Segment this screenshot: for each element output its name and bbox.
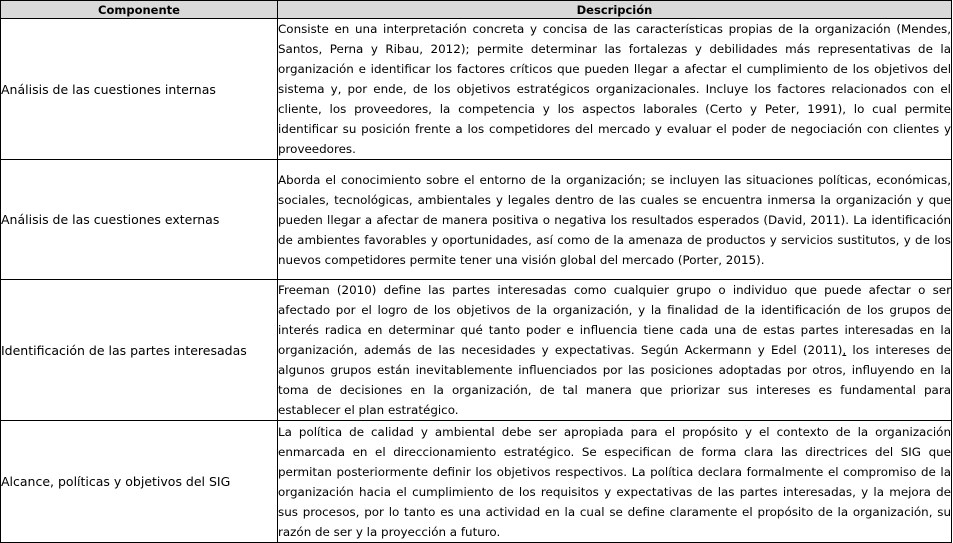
table-row bbox=[1, 280, 952, 421]
table-row bbox=[1, 19, 952, 160]
description-text: los intereses de algunos grupos están inevitablemente influenciados por las posiciones adoptadas por otros, influyendo en la toma de decisiones en la organización, de tal manera que priorizar sus intereses es fundamental para establecer el plan estratégico. bbox=[278, 343, 951, 417]
description-text: Freeman (2010) define las partes interesadas como cualquier grupo o individuo que puede afectar o ser afectado por el logro de los objetivos de la organización, y la finalidad de la identificación de los grupos de interés radica en determinar qué tanto poder e influencia tiene cada una de estas partes interesadas en la organización, además de las necesidades y expectativas. Según Ackermann y Edel (2011) bbox=[278, 283, 951, 357]
description-cell: Consiste en una interpretación concreta y concisa de las características propias de la organización (Mendes, Santos, Perna y Ribau, 2012); permite determinar las fortalezas y debilidades más representativas de la organización e identificar los factores críticos que pueden llegar a afectar el cumplimiento de los objetivos del sistema y, por ende, de los objetivos estratégicos organizacionales. Incluye los factores relacionados con el cliente, los proveedores, la competencia y los aspectos laborales (Certo y Peter, 1991), lo cual permite identificar su posición frente a los competidores del mercado y evaluar el poder de negociación con clientes y proveedores. bbox=[278, 19, 952, 160]
component-cell: Alcance, políticas y objetivos del SIG bbox=[1, 421, 278, 543]
component-cell: Análisis de las cuestiones internas bbox=[1, 19, 278, 160]
header-row bbox=[1, 1, 952, 19]
table-row bbox=[1, 421, 952, 543]
table-row bbox=[1, 160, 952, 280]
description-cell: Aborda el conocimiento sobre el entorno de la organización; se incluyen las situaciones políticas, económicas, sociales, tecnológicas, ambientales y legales dentro de las cuales se encuentra inmersa la organización y que pueden llegar a afectar de manera positiva o negativa los resultados esperados (David, 2011). La identificación de ambientes favorables y oportunidades, así como de la amenaza de productos y servicios sustitutos, y de los nuevos competidores permite tener una visión global del mercado (Porter, 2015). bbox=[278, 160, 952, 280]
component-cell: Identificación de las partes interesadas bbox=[1, 280, 278, 421]
description-cell: La política de calidad y ambiental debe ser apropiada para el propósito y el contexto de la organización enmarcada en el direccionamiento estratégico. Se especifican de forma clara las directrices del SIG que permitan posteriormente definir los objetivos respectivos. La política declara formalmente el compromiso de la organización hacia el cumplimiento de los requisitos y expectativas de las partes interesadas, y la mejora de sus procesos, por lo tanto es una actividad en la cual se define claramente el propósito de la organización, su razón de ser y la proyección a futuro. bbox=[278, 421, 952, 543]
header-component: Componente bbox=[1, 1, 278, 19]
component-cell: Análisis de las cuestiones externas bbox=[1, 160, 278, 280]
citation-link[interactable]: , bbox=[842, 343, 847, 357]
description-cell bbox=[278, 280, 952, 421]
header-description: Descripción bbox=[278, 1, 952, 19]
